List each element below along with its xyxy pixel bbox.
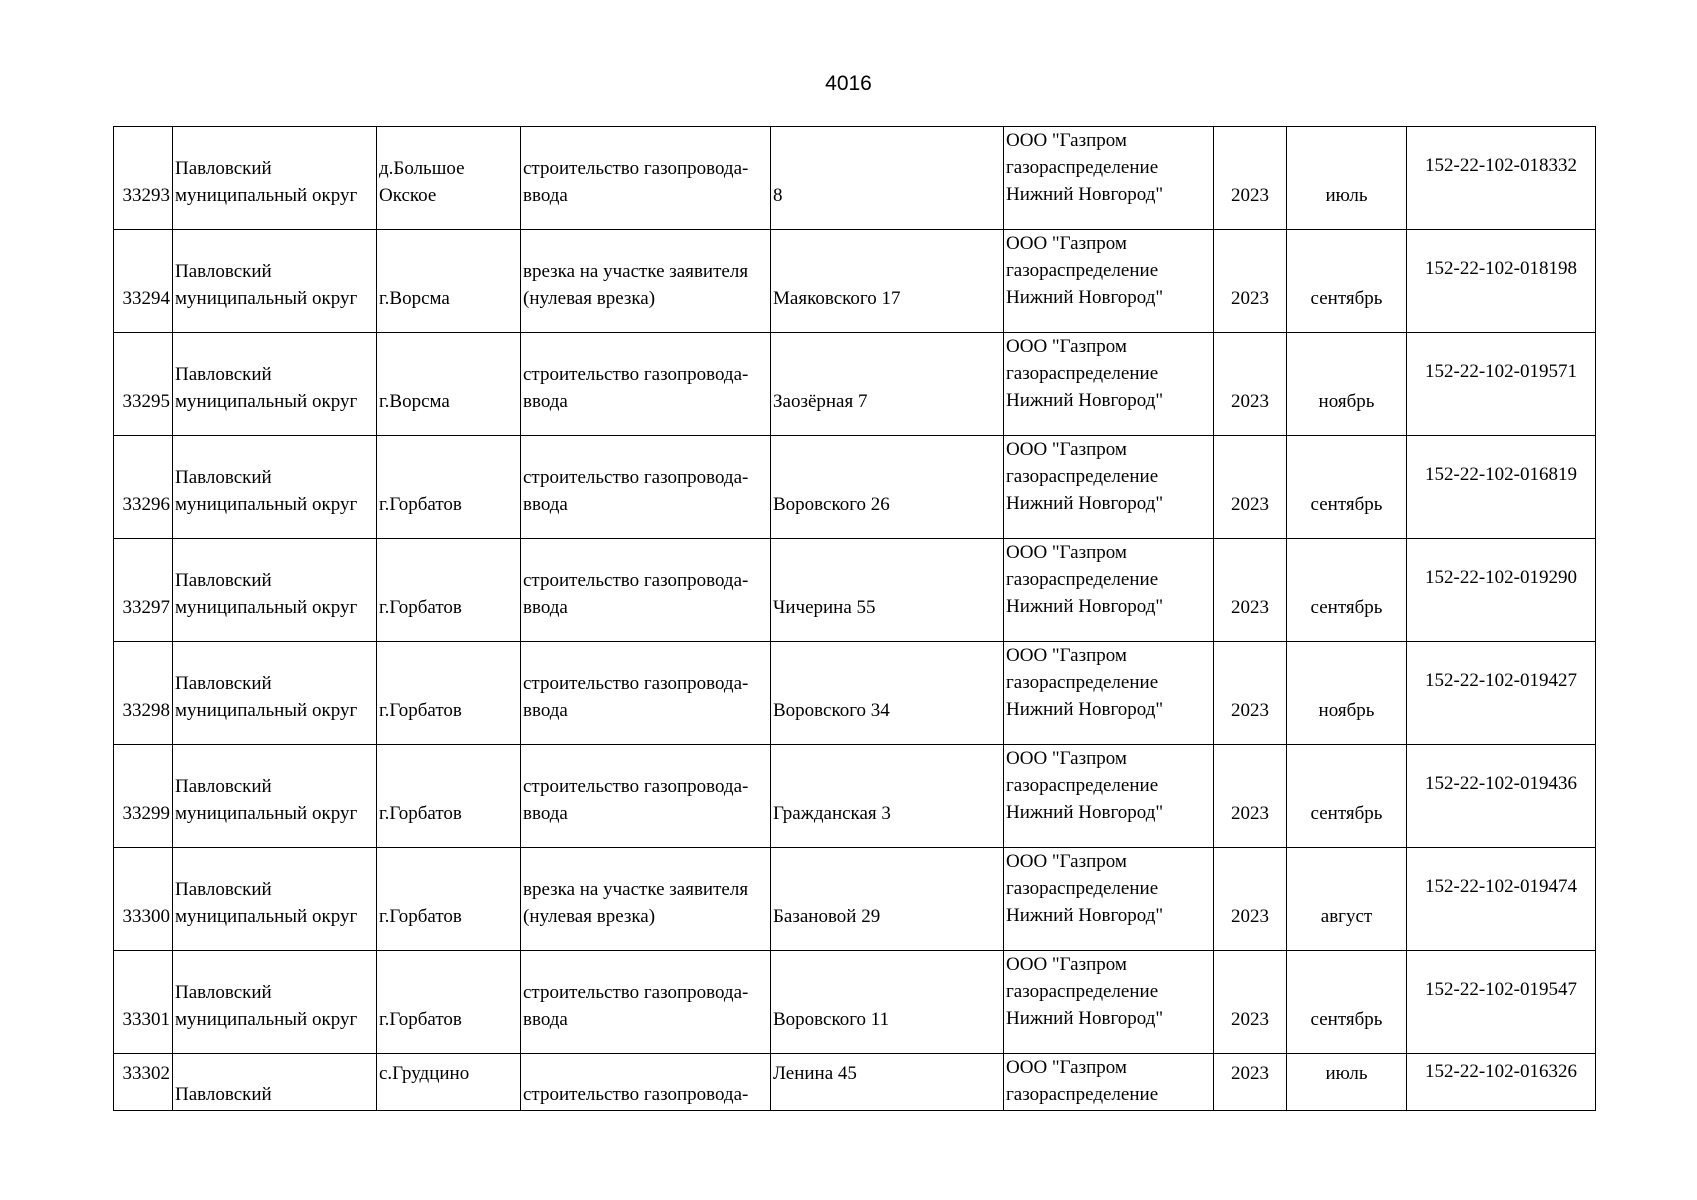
year-cell: 2023 [1214, 745, 1287, 848]
address-cell: Ленина 45 [771, 1054, 1004, 1111]
month-cell: ноябрь [1287, 333, 1407, 436]
address-cell: Чичерина 55 [771, 539, 1004, 642]
month-cell: сентябрь [1287, 230, 1407, 333]
code-cell: 152-22-102-019427 [1407, 642, 1596, 745]
month-cell: сентябрь [1287, 539, 1407, 642]
row-number-cell: 33295 [114, 333, 173, 436]
work-type-cell: строительство газопровода- ввода [521, 951, 771, 1054]
organization-cell: ООО "Газпром газораспределение Нижний Новгород" [1004, 230, 1214, 333]
row-number-cell: 33297 [114, 539, 173, 642]
organization-cell: ООО "Газпром газораспределение [1004, 1054, 1214, 1111]
code-cell: 152-22-102-019571 [1407, 333, 1596, 436]
code-cell: 152-22-102-018198 [1407, 230, 1596, 333]
locality-cell: г.Горбатов [377, 745, 521, 848]
year-cell: 2023 [1214, 848, 1287, 951]
work-type-cell: строительство газопровода- ввода [521, 745, 771, 848]
month-cell: ноябрь [1287, 642, 1407, 745]
work-type-cell: строительство газопровода- ввода [521, 539, 771, 642]
table-row [114, 539, 1596, 642]
work-type-cell: строительство газопровода- ввода [521, 642, 771, 745]
locality-cell: г.Ворсма [377, 230, 521, 333]
code-cell: 152-22-102-019474 [1407, 848, 1596, 951]
district-cell: Павловский муниципальный округ [173, 436, 377, 539]
address-cell: Воровского 26 [771, 436, 1004, 539]
work-type-cell: врезка на участке заявителя (нулевая врезка) [521, 848, 771, 951]
district-cell: Павловский [173, 1054, 377, 1111]
organization-cell: ООО "Газпром газораспределение Нижний Новгород" [1004, 127, 1214, 230]
code-cell: 152-22-102-018332 [1407, 127, 1596, 230]
table-row [114, 951, 1596, 1054]
table-row [114, 848, 1596, 951]
organization-cell: ООО "Газпром газораспределение Нижний Новгород" [1004, 436, 1214, 539]
month-cell: сентябрь [1287, 951, 1407, 1054]
address-cell: Заозёрная 7 [771, 333, 1004, 436]
work-type-cell: строительство газопровода- ввода [521, 127, 771, 230]
row-number-cell: 33301 [114, 951, 173, 1054]
district-cell: Павловский муниципальный округ [173, 127, 377, 230]
district-cell: Павловский муниципальный округ [173, 642, 377, 745]
organization-cell: ООО "Газпром газораспределение Нижний Новгород" [1004, 848, 1214, 951]
row-number-cell: 33293 [114, 127, 173, 230]
month-cell: сентябрь [1287, 436, 1407, 539]
code-cell: 152-22-102-019290 [1407, 539, 1596, 642]
table-row [114, 333, 1596, 436]
table-row [114, 127, 1596, 230]
district-cell: Павловский муниципальный округ [173, 951, 377, 1054]
district-cell: Павловский муниципальный округ [173, 333, 377, 436]
year-cell: 2023 [1214, 951, 1287, 1054]
code-cell: 152-22-102-019547 [1407, 951, 1596, 1054]
organization-cell: ООО "Газпром газораспределение Нижний Новгород" [1004, 539, 1214, 642]
locality-cell: г.Горбатов [377, 539, 521, 642]
district-cell: Павловский муниципальный округ [173, 539, 377, 642]
address-cell: Воровского 34 [771, 642, 1004, 745]
year-cell: 2023 [1214, 230, 1287, 333]
row-number-cell: 33300 [114, 848, 173, 951]
month-cell: сентябрь [1287, 745, 1407, 848]
address-cell: Маяковского 17 [771, 230, 1004, 333]
work-type-cell: врезка на участке заявителя (нулевая врезка) [521, 230, 771, 333]
gasification-table [113, 126, 1596, 1111]
locality-cell: г.Горбатов [377, 436, 521, 539]
district-cell: Павловский муниципальный округ [173, 848, 377, 951]
page-number: 4016 [825, 72, 872, 95]
table-row [114, 745, 1596, 848]
month-cell: июль [1287, 1054, 1407, 1111]
locality-cell: с.Грудцино [377, 1054, 521, 1111]
code-cell: 152-22-102-019436 [1407, 745, 1596, 848]
locality-cell: г.Ворсма [377, 333, 521, 436]
year-cell: 2023 [1214, 436, 1287, 539]
address-cell: 8 [771, 127, 1004, 230]
code-cell: 152-22-102-016819 [1407, 436, 1596, 539]
row-number-cell: 33299 [114, 745, 173, 848]
address-cell: Базановой 29 [771, 848, 1004, 951]
locality-cell: г.Горбатов [377, 848, 521, 951]
locality-cell: г.Горбатов [377, 642, 521, 745]
work-type-cell: строительство газопровода- ввода [521, 436, 771, 539]
address-cell: Воровского 11 [771, 951, 1004, 1054]
year-cell: 2023 [1214, 539, 1287, 642]
code-cell: 152-22-102-016326 [1407, 1054, 1596, 1111]
locality-cell: д.Большое Окское [377, 127, 521, 230]
table-row [114, 436, 1596, 539]
table-body [114, 127, 1596, 1111]
row-number-cell: 33298 [114, 642, 173, 745]
address-cell: Гражданская 3 [771, 745, 1004, 848]
year-cell: 2023 [1214, 127, 1287, 230]
organization-cell: ООО "Газпром газораспределение Нижний Новгород" [1004, 333, 1214, 436]
month-cell: август [1287, 848, 1407, 951]
work-type-cell: строительство газопровода- ввода [521, 333, 771, 436]
organization-cell: ООО "Газпром газораспределение Нижний Новгород" [1004, 642, 1214, 745]
month-cell: июль [1287, 127, 1407, 230]
organization-cell: ООО "Газпром газораспределение Нижний Новгород" [1004, 745, 1214, 848]
table-row [114, 230, 1596, 333]
year-cell: 2023 [1214, 1054, 1287, 1111]
district-cell: Павловский муниципальный округ [173, 230, 377, 333]
table-row [114, 1054, 1596, 1111]
district-cell: Павловский муниципальный округ [173, 745, 377, 848]
locality-cell: г.Горбатов [377, 951, 521, 1054]
organization-cell: ООО "Газпром газораспределение Нижний Новгород" [1004, 951, 1214, 1054]
row-number-cell: 33302 [114, 1054, 173, 1111]
table-row [114, 642, 1596, 745]
row-number-cell: 33294 [114, 230, 173, 333]
work-type-cell: строительство газопровода- [521, 1054, 771, 1111]
year-cell: 2023 [1214, 333, 1287, 436]
year-cell: 2023 [1214, 642, 1287, 745]
row-number-cell: 33296 [114, 436, 173, 539]
